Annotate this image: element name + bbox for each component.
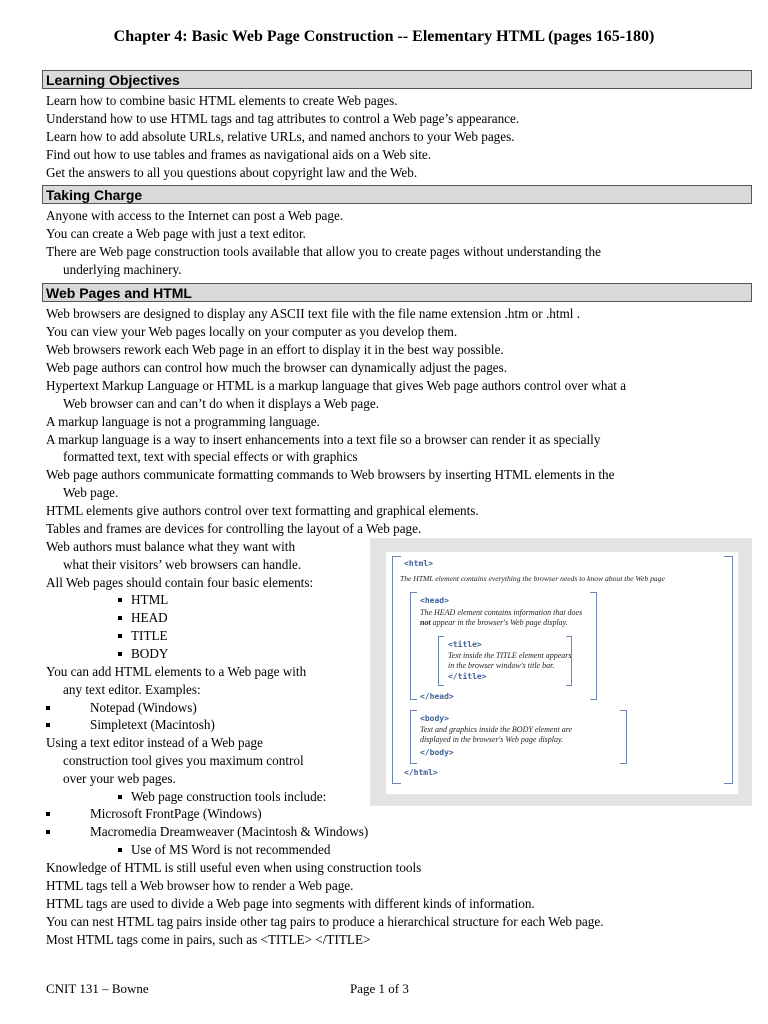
bullet-icon [118,848,122,852]
list-item: Macromedia Dreamweaver (Macintosh & Windows) [46,823,368,841]
title-close-tag: </title> [448,672,487,681]
bullet-icon [118,616,122,620]
text-line: You can view your Web pages locally on your computer as you develop them. [46,324,458,339]
section-heading: Web Pages and HTML [42,283,752,302]
text-line: Web browsers rework each Web page in an effort to display it in the best way possible. [46,342,504,357]
text-line: HTML elements give authors control over text formatting and graphical elements. [46,503,479,518]
text-line: Anyone with access to the Internet can post a Web page. [46,208,344,223]
body-close-tag: </body> [420,748,454,757]
title-description: Text inside the TITLE element appears in the browser window's title bar. [448,651,572,670]
bullet-icon [118,634,122,638]
bullet-icon [46,723,50,727]
text-line: You can add HTML elements to a Web page with [46,664,307,679]
text-line: Web page authors can control how much the browser can dynamically adjust the pages. [46,360,508,375]
title-open-tag: <title> [448,640,482,649]
text-line: Web page authors communicate formatting commands to Web browsers by inserting HTML elements in the [46,467,615,482]
text-line: Understand how to use HTML tags and tag attributes to control a Web page’s appearance. [46,111,520,126]
bullet-icon [46,830,50,834]
html-bracket-right [724,556,733,784]
footer-course: CNIT 131 – Bowne [46,981,149,996]
html-bracket-left [392,556,401,784]
text-line: Get the answers to all you questions about copyright law and the Web. [46,165,418,180]
list-item: Microsoft FrontPage (Windows) [46,805,262,823]
text-line: formatted text, text with special effects or with graphics [63,449,358,464]
text-line: Web browsers are designed to display any ASCII text file with the file name extension .htm or .html . [46,306,581,321]
text-line: over your web pages. [63,771,176,786]
text-line: HTML tags tell a Web browser how to render a Web page. [46,878,354,893]
body-bracket-left [410,710,417,764]
text-line: Using a text editor instead of a Web page [46,735,263,750]
list-item: BODY [118,645,168,663]
list-item: Web page construction tools include: [118,788,326,806]
section-heading: Taking Charge [42,185,752,204]
list-item: TITLE [118,627,168,645]
html-description: The HTML element contains everything the browser needs to know about the Web page [400,574,665,583]
text-line: A markup language is a way to insert enhancements into a text file so a browser can render it as specially [46,432,601,447]
footer-page-number: Page 1 of 3 [350,981,409,996]
list-item: Simpletext (Macintosh) [46,716,215,734]
bullet-icon [118,598,122,602]
text-line: There are Web page construction tools available that allow you to create pages without understanding the [46,244,601,259]
text-line: Learn how to combine basic HTML elements to create Web pages. [46,93,398,108]
bullet-icon [118,795,122,799]
html-close-tag: </html> [404,768,438,777]
head-close-tag: </head> [420,692,454,701]
text-line: You can nest HTML tag pairs inside other tag pairs to produce a hierarchical structure for each Web page. [46,914,604,929]
text-line: Web page. [63,485,119,500]
head-bracket-right [590,592,597,700]
section-web-pages-html [42,283,752,302]
text-line: any text editor. Examples: [63,682,201,697]
bullet-icon [46,706,50,710]
text-line: Hypertext Markup Language or HTML is a markup language that gives Web page authors control over what a [46,378,627,393]
text-line: Tables and frames are devices for controlling the layout of a Web page. [46,521,422,536]
text-line: Learn how to add absolute URLs, relative URLs, and named anchors to your Web pages. [46,129,515,144]
text-line: A markup language is not a programming language. [46,414,320,429]
bullet-icon [118,652,122,656]
text-line: construction tool gives you maximum control [63,753,304,768]
figure-panel [386,552,738,794]
text-line: All Web pages should contain four basic elements: [46,575,314,590]
text-line: You can create a Web page with just a text editor. [46,226,306,241]
section-learning-objectives [42,70,752,89]
text-line: Find out how to use tables and frames as navigational aids on a Web site. [46,147,432,162]
text-line: Web authors must balance what they want with [46,539,296,554]
section-heading: Learning Objectives [42,70,752,89]
section-taking-charge [42,185,752,204]
text-line: Knowledge of HTML is still useful even when using construction tools [46,860,422,875]
page-title: Chapter 4: Basic Web Page Construction -- Elementary HTML (pages 165-180) [113,28,655,45]
list-item: Use of MS Word is not recommended [118,841,330,859]
text-line: what their visitors’ web browsers can handle. [63,557,302,572]
text-line: underlying machinery. [63,262,182,277]
body-description: Text and graphics inside the BODY element are displayed in the browser's Web page display. [420,725,573,744]
head-description: The HEAD element contains information that does not appear in the browser's Web page display. [420,608,583,627]
body-open-tag: <body> [420,714,449,723]
list-item: HTML [118,591,168,609]
text-line: Most HTML tags come in pairs, such as <TITLE> </TITLE> [46,932,371,947]
head-open-tag: <head> [420,596,449,605]
text-line: Web browser can and can’t do when it displays a Web page. [63,396,379,411]
list-item: Notepad (Windows) [46,699,197,717]
bullet-icon [46,812,50,816]
title-bracket-left [438,636,444,686]
html-structure-figure [370,538,752,806]
body-bracket-right [620,710,627,764]
list-item: HEAD [118,609,168,627]
html-open-tag: <html> [404,559,433,568]
head-bracket-left [410,592,417,700]
text-line: HTML tags are used to divide a Web page into segments with different kinds of information. [46,896,535,911]
